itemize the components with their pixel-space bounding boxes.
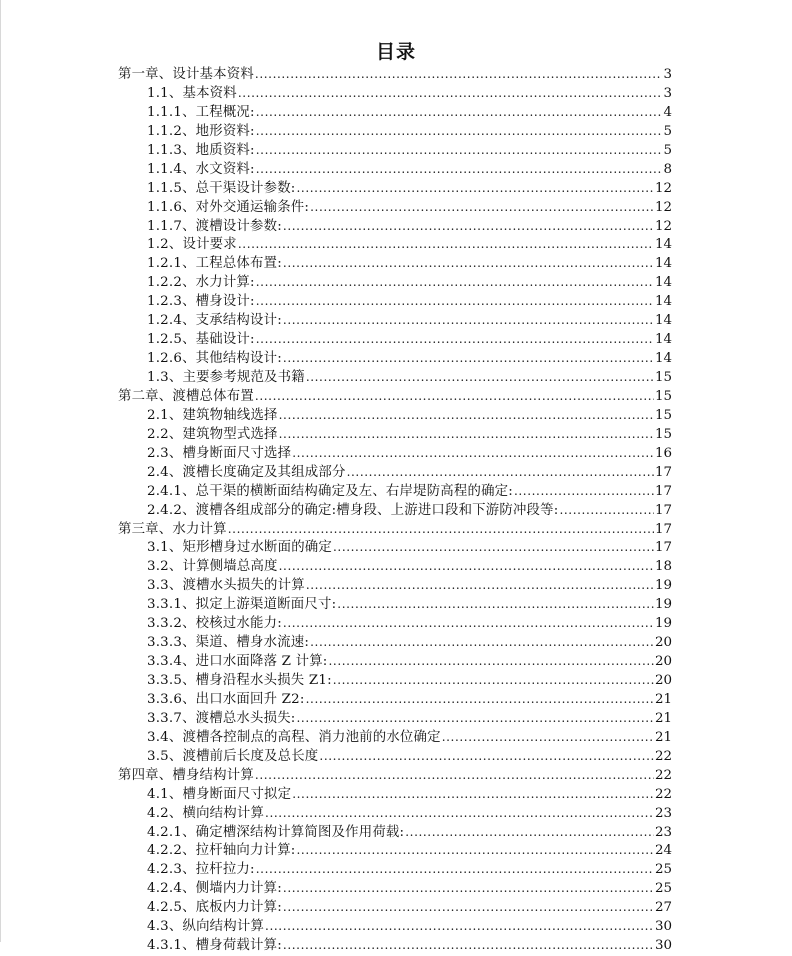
toc-entry-title: 3.4、渡槽各控制点的高程、消力池前的水位确定 bbox=[147, 729, 441, 745]
dot-leader bbox=[306, 576, 654, 595]
dot-leader bbox=[228, 520, 654, 539]
toc-entry[interactable] bbox=[118, 917, 672, 936]
toc-entry[interactable] bbox=[118, 141, 672, 160]
toc-page-number: 3 bbox=[663, 85, 672, 101]
dot-leader bbox=[283, 311, 654, 330]
toc-entry[interactable] bbox=[118, 538, 672, 557]
toc-page-number: 30 bbox=[654, 938, 672, 954]
toc-entry-title: 1.1.2、地形资料: bbox=[147, 123, 255, 139]
toc-page-number: 14 bbox=[654, 256, 672, 272]
dot-leader bbox=[319, 747, 654, 766]
toc-entry[interactable] bbox=[118, 841, 672, 860]
toc-entry-title: 1.2、设计要求 bbox=[147, 237, 237, 253]
toc-entry-title: 2.4、渡槽长度确定及其组成部分 bbox=[147, 464, 346, 480]
dot-leader bbox=[337, 595, 654, 614]
toc-entry-title: 第一章、设计基本资料 bbox=[118, 67, 254, 82]
toc-entry-title: 4.2.5、底板内力计算: bbox=[147, 900, 282, 916]
toc-entry[interactable] bbox=[118, 633, 672, 652]
toc-entry-title: 1.3、主要参考规范及书籍 bbox=[147, 370, 305, 385]
toc-page-number: 15 bbox=[654, 370, 672, 385]
dot-leader bbox=[256, 292, 654, 311]
toc-entry[interactable] bbox=[118, 425, 672, 444]
toc-entry[interactable] bbox=[118, 463, 672, 482]
toc-page-number: 25 bbox=[654, 881, 672, 897]
toc-entry[interactable] bbox=[118, 652, 672, 671]
toc-entry-title: 3.5、渡槽前后长度及总长度 bbox=[147, 748, 319, 764]
dot-leader bbox=[333, 538, 654, 557]
toc-page-number: 8 bbox=[663, 161, 672, 177]
toc-entry[interactable] bbox=[118, 785, 672, 804]
toc-page-number: 4 bbox=[663, 104, 672, 120]
toc-page-number: 15 bbox=[654, 426, 672, 442]
toc-entry[interactable] bbox=[118, 766, 672, 785]
toc-entry[interactable] bbox=[118, 709, 672, 728]
dot-leader bbox=[279, 406, 654, 425]
toc-page-number: 17 bbox=[654, 464, 672, 480]
toc-page-number: 22 bbox=[654, 767, 672, 783]
page-title: 目录 bbox=[375, 41, 416, 63]
toc-entry[interactable] bbox=[118, 520, 672, 539]
toc-page-number: 19 bbox=[654, 616, 672, 632]
toc-page-number: 20 bbox=[654, 635, 672, 651]
dot-leader bbox=[514, 482, 654, 501]
toc-entry[interactable] bbox=[118, 860, 672, 879]
toc-entry-title: 1.2.4、支承结构设计: bbox=[147, 313, 282, 329]
toc-entry[interactable] bbox=[118, 671, 672, 690]
toc-page-number: 17 bbox=[654, 521, 672, 537]
toc-page-number: 12 bbox=[654, 180, 672, 196]
toc-page-number: 12 bbox=[654, 218, 672, 234]
toc-entry[interactable] bbox=[118, 482, 672, 501]
toc-entry[interactable] bbox=[118, 444, 672, 463]
dot-leader bbox=[297, 179, 654, 198]
dot-leader bbox=[265, 917, 654, 936]
toc-entry-title: 4.2.2、拉杆轴向力计算: bbox=[147, 843, 296, 859]
dot-leader bbox=[256, 273, 654, 292]
toc-entry[interactable] bbox=[118, 501, 672, 520]
toc-entry[interactable] bbox=[118, 690, 672, 709]
dot-leader bbox=[292, 785, 654, 804]
toc-entry[interactable] bbox=[118, 217, 672, 236]
toc-entry[interactable] bbox=[118, 557, 672, 576]
dot-leader bbox=[256, 860, 654, 879]
toc-entry-title: 1.2.6、其他结构设计: bbox=[147, 351, 282, 367]
toc-entry[interactable] bbox=[118, 103, 672, 122]
dot-leader bbox=[283, 936, 654, 955]
dot-leader bbox=[283, 254, 654, 273]
toc-page-number: 22 bbox=[654, 786, 672, 802]
toc-entry[interactable] bbox=[118, 387, 672, 406]
toc-page-number: 27 bbox=[654, 900, 672, 916]
dot-leader bbox=[255, 65, 663, 84]
dot-leader bbox=[283, 349, 654, 368]
toc-entry-title: 1.2.1、工程总体布置: bbox=[147, 256, 282, 272]
toc-page-number: 20 bbox=[654, 673, 672, 688]
dot-leader bbox=[292, 444, 654, 463]
toc-entry[interactable] bbox=[118, 273, 672, 292]
toc-entry-title: 2.1、建筑物轴线选择 bbox=[147, 407, 278, 423]
toc-page-number: 12 bbox=[654, 199, 672, 215]
toc-entry[interactable] bbox=[118, 368, 672, 387]
dot-leader bbox=[255, 766, 654, 785]
toc-page-number: 14 bbox=[654, 313, 672, 329]
toc-page-number: 25 bbox=[654, 862, 672, 878]
toc-entry-title: 1.1.4、水文资料: bbox=[147, 161, 255, 177]
dot-leader bbox=[442, 728, 654, 747]
toc-entry-title: 3.3.2、校核过水能力: bbox=[147, 616, 282, 632]
toc-page-number: 18 bbox=[654, 559, 672, 575]
dot-leader bbox=[333, 671, 654, 690]
toc-entry-title: 3.1、矩形槽身过水断面的确定 bbox=[147, 540, 332, 556]
dot-leader bbox=[256, 103, 663, 122]
toc-entry-title: 第二章、渡槽总体布置 bbox=[118, 388, 254, 404]
toc-entry[interactable] bbox=[118, 122, 672, 141]
toc-page-number: 5 bbox=[663, 142, 672, 158]
toc-entry[interactable] bbox=[118, 311, 672, 330]
toc-page-number: 14 bbox=[654, 351, 672, 367]
toc-page-number: 15 bbox=[654, 388, 672, 404]
toc-page-number: 5 bbox=[663, 123, 672, 139]
dot-leader bbox=[255, 387, 654, 406]
toc-entry-title: 3.3.5、槽身沿程水头损失 Z1: bbox=[147, 673, 332, 688]
table-of-contents bbox=[118, 65, 672, 955]
toc-entry-title: 4.2.1、确定槽深结构计算简图及作用荷载: bbox=[147, 824, 405, 840]
toc-entry-title: 3.3.7、渡槽总水头损失: bbox=[147, 710, 296, 726]
toc-page-number: 17 bbox=[654, 540, 672, 556]
toc-entry[interactable] bbox=[118, 804, 672, 823]
dot-leader bbox=[347, 463, 654, 482]
toc-entry-title: 第四章、槽身结构计算 bbox=[118, 767, 254, 783]
toc-page-number: 14 bbox=[654, 294, 672, 310]
dot-leader bbox=[329, 652, 654, 671]
toc-entry-title: 4.3.1、槽身荷载计算: bbox=[147, 938, 282, 954]
toc-entry[interactable] bbox=[118, 160, 672, 179]
toc-page-number: 17 bbox=[654, 483, 672, 499]
dot-leader bbox=[310, 633, 654, 652]
dot-leader bbox=[238, 235, 654, 254]
dot-leader bbox=[297, 841, 654, 860]
toc-entry-title: 2.4.1、总干渠的横断面结构确定及左、右岸堤防高程的确定: bbox=[147, 483, 513, 499]
toc-entry[interactable] bbox=[118, 823, 672, 842]
toc-entry[interactable] bbox=[118, 292, 672, 311]
toc-entry-title: 1.1.5、总干渠设计参数: bbox=[147, 180, 296, 196]
dot-leader bbox=[306, 690, 654, 709]
toc-entry-title: 3.3.6、出口水面回升 Z2: bbox=[147, 691, 305, 707]
dot-leader bbox=[559, 501, 654, 520]
toc-entry[interactable] bbox=[118, 330, 672, 349]
dot-leader bbox=[306, 368, 654, 387]
dot-leader bbox=[283, 217, 654, 236]
toc-entry-title: 4.2.4、侧墙内力计算: bbox=[147, 881, 282, 897]
toc-page-number: 24 bbox=[654, 843, 672, 859]
toc-entry-title: 3.3.1、拟定上游渠道断面尺寸: bbox=[147, 597, 337, 613]
toc-page-number: 14 bbox=[654, 237, 672, 253]
dot-leader bbox=[279, 425, 654, 444]
toc-page-number: 30 bbox=[654, 919, 672, 935]
toc-entry[interactable] bbox=[118, 235, 672, 254]
toc-page-number: 22 bbox=[654, 748, 672, 764]
toc-entry-title: 4.1、槽身断面尺寸拟定 bbox=[147, 786, 292, 802]
toc-entry-title: 2.2、建筑物型式选择 bbox=[147, 426, 278, 442]
toc-entry[interactable] bbox=[118, 747, 672, 766]
toc-page-number: 23 bbox=[654, 824, 672, 840]
toc-page-number: 16 bbox=[654, 445, 672, 461]
dot-leader bbox=[279, 557, 654, 576]
toc-entry[interactable] bbox=[118, 254, 672, 273]
toc-page-number: 21 bbox=[654, 710, 672, 726]
toc-entry-title: 4.2.3、拉杆拉力: bbox=[147, 862, 255, 878]
toc-entry[interactable] bbox=[118, 728, 672, 747]
toc-entry-title: 2.4.2、渡槽各组成部分的确定:槽身段、上游进口段和下游防冲段等: bbox=[147, 502, 559, 518]
toc-entry[interactable] bbox=[118, 879, 672, 898]
dot-leader bbox=[256, 330, 654, 349]
toc-page-number: 21 bbox=[654, 691, 672, 707]
toc-page-number: 20 bbox=[654, 654, 672, 670]
toc-entry-title: 1.2.3、槽身设计: bbox=[147, 294, 255, 310]
toc-entry[interactable] bbox=[118, 349, 672, 368]
toc-entry[interactable] bbox=[118, 406, 672, 425]
dot-leader bbox=[310, 198, 654, 217]
toc-page-number: 14 bbox=[654, 275, 672, 291]
dot-leader bbox=[256, 141, 663, 160]
toc-entry-title: 1.1.7、渡槽设计参数: bbox=[147, 218, 282, 234]
toc-entry-title: 1.1、基本资料 bbox=[147, 85, 237, 101]
toc-entry-title: 3.3.4、进口水面降落 Z 计算: bbox=[147, 654, 328, 670]
toc-page-number: 19 bbox=[654, 578, 672, 594]
toc-entry[interactable] bbox=[118, 614, 672, 633]
dot-leader bbox=[256, 160, 663, 179]
toc-entry-title: 2.3、槽身断面尺寸选择 bbox=[147, 445, 292, 461]
dot-leader bbox=[238, 84, 663, 103]
toc-entry-title: 3.3.3、渠道、槽身水流速: bbox=[147, 635, 310, 651]
dot-leader bbox=[256, 122, 663, 141]
dot-leader bbox=[283, 879, 654, 898]
toc-entry[interactable] bbox=[118, 595, 672, 614]
dot-leader bbox=[265, 804, 654, 823]
toc-entry[interactable] bbox=[118, 936, 672, 955]
toc-entry-title: 1.1.1、工程概况: bbox=[147, 104, 255, 120]
toc-page-number: 23 bbox=[654, 805, 672, 821]
dot-leader bbox=[297, 709, 654, 728]
toc-entry-title: 4.2、横向结构计算 bbox=[147, 805, 265, 821]
toc-entry-title: 1.2.2、水力计算: bbox=[147, 275, 255, 291]
toc-page-number: 17 bbox=[654, 502, 672, 518]
toc-entry-title: 4.3、纵向结构计算 bbox=[147, 919, 265, 935]
toc-entry[interactable] bbox=[118, 84, 672, 103]
dot-leader bbox=[283, 898, 654, 917]
toc-entry-title: 3.2、计算侧墙总高度 bbox=[147, 559, 278, 575]
toc-page-number: 3 bbox=[663, 67, 672, 82]
toc-page-number: 19 bbox=[654, 597, 672, 613]
toc-entry[interactable] bbox=[118, 198, 672, 217]
toc-entry-title: 1.1.3、地质资料: bbox=[147, 142, 255, 158]
toc-entry-title: 1.1.6、对外交通运输条件: bbox=[147, 199, 310, 215]
dot-leader bbox=[283, 614, 654, 633]
toc-entry[interactable] bbox=[118, 898, 672, 917]
toc-entry[interactable] bbox=[118, 179, 672, 198]
toc-entry[interactable] bbox=[118, 65, 672, 84]
toc-page-number: 14 bbox=[654, 332, 672, 348]
page-edge bbox=[0, 0, 1, 942]
toc-entry-title: 1.2.5、基础设计: bbox=[147, 332, 255, 348]
toc-entry[interactable] bbox=[118, 576, 672, 595]
toc-page-number: 21 bbox=[654, 729, 672, 745]
toc-page-number: 15 bbox=[654, 407, 672, 423]
toc-entry-title: 第三章、水力计算 bbox=[118, 521, 227, 537]
toc-entry-title: 3.3、渡槽水头损失的计算 bbox=[147, 578, 305, 594]
dot-leader bbox=[405, 823, 654, 842]
